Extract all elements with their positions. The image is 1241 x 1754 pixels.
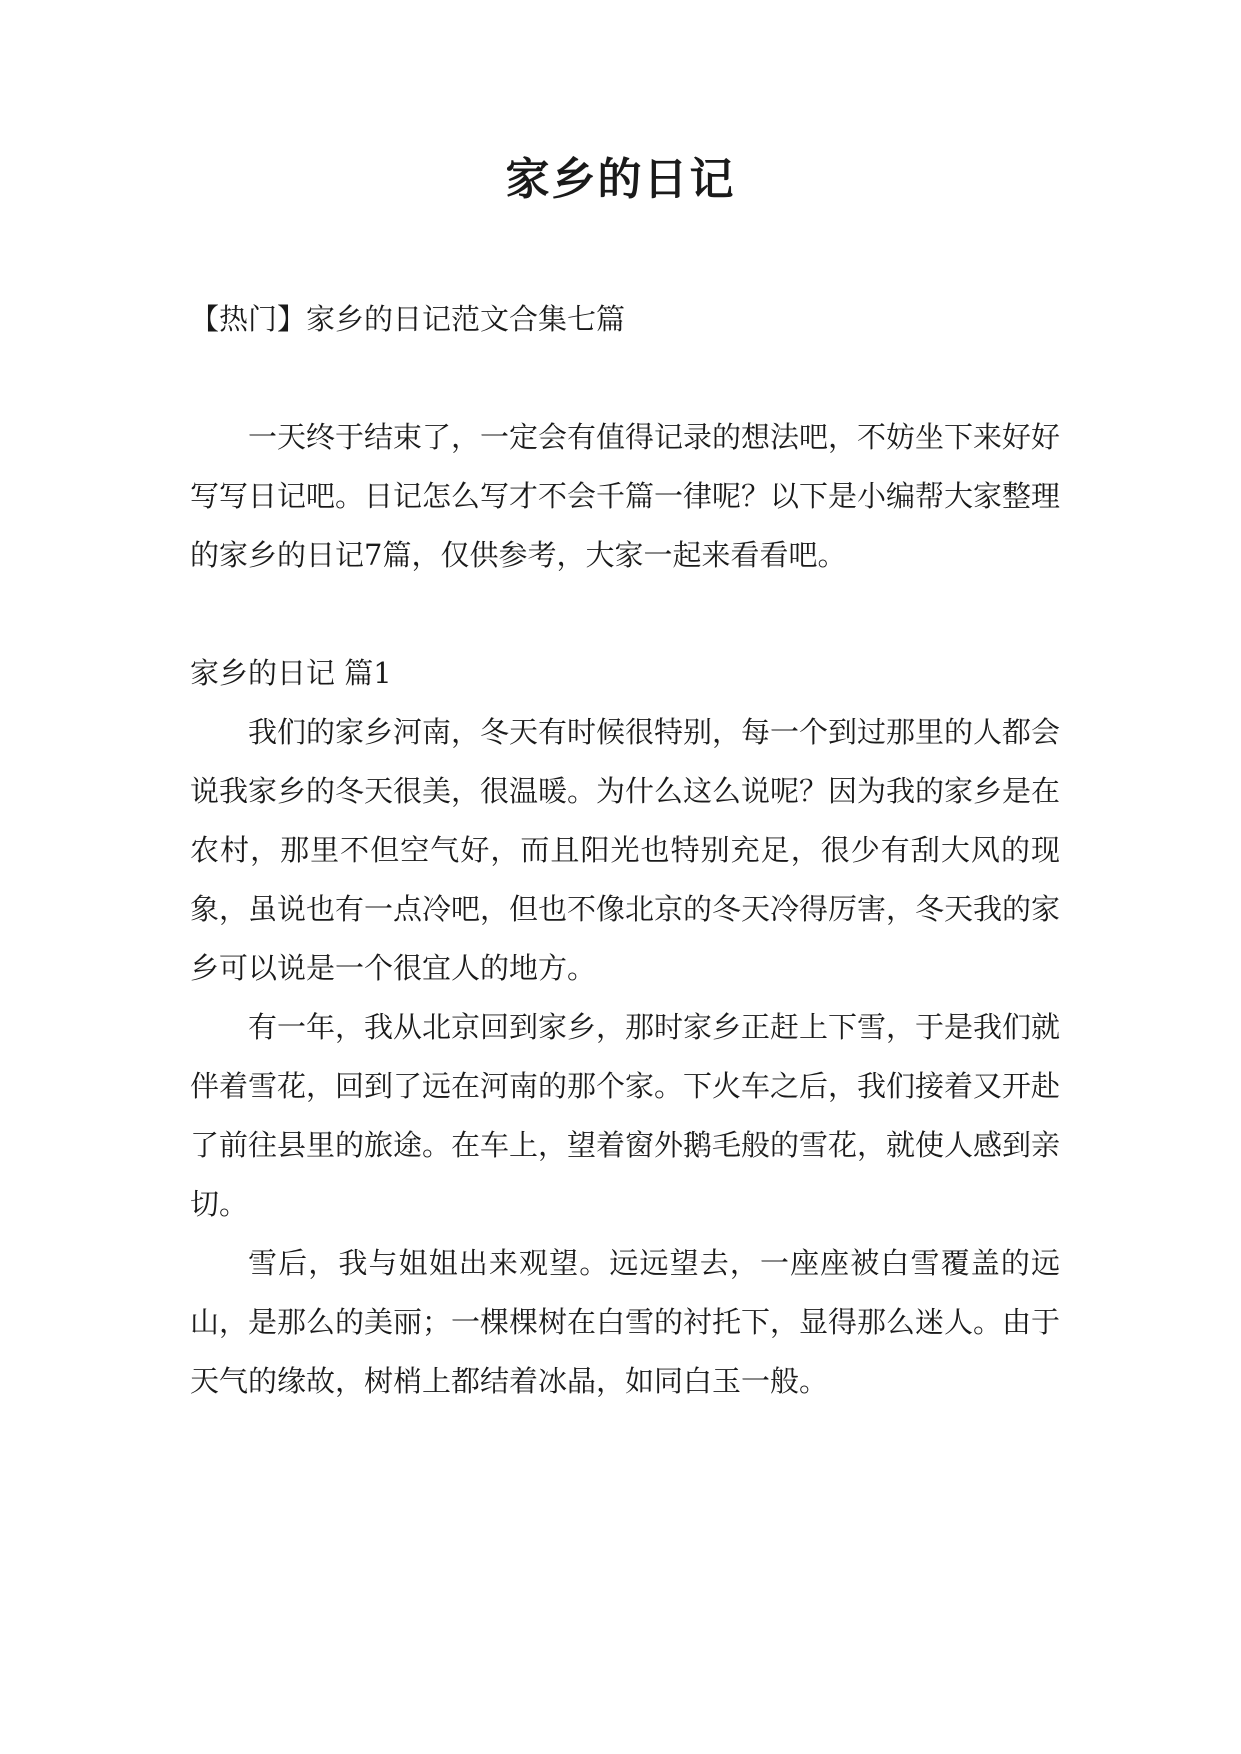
- intro-paragraph: 一天终于结束了，一定会有值得记录的想法吧，不妨坐下来好好写写日记吧。日记怎么写才不会千篇一律呢？以下是小编帮大家整理的家乡的日记7篇，仅供参考，大家一起来看看吧。: [190, 420, 1061, 572]
- body-paragraph: 雪后，我与姐姐出来观望。远远望去，一座座被白雪覆盖的远山，是那么的美丽；一棵棵树在白雪的衬托下，显得那么迷人。由于天气的缘故，树梢上都结着冰晶，如同白玉一般。: [190, 1246, 1061, 1398]
- document-body: [190, 290, 1060, 1411]
- document-subtitle: 【热门】家乡的日记范文合集七篇: [190, 302, 626, 336]
- document-title: 家乡的日记: [505, 154, 736, 205]
- body-paragraph: 我们的家乡河南，冬天有时候很特别，每一个到过那里的人都会说我家乡的冬天很美，很温暖。为什么这么说呢？因为我的家乡是在农村，那里不但空气好，而且阳光也特别充足，很少有刮大风的现象，虽说也有一点冷吧，但也不像北京的冬天冷得厉害，冬天我的家乡可以说是一个很宜人的地方。: [190, 715, 1061, 985]
- body-paragraph: 有一年，我从北京回到家乡，那时家乡正赶上下雪，于是我们就伴着雪花，回到了远在河南的那个家。下火车之后，我们接着又开赴了前往县里的旅途。在车上，望着窗外鹅毛般的雪花，就使人感到亲切。: [190, 1010, 1061, 1221]
- section-heading: 家乡的日记 篇1: [190, 656, 392, 690]
